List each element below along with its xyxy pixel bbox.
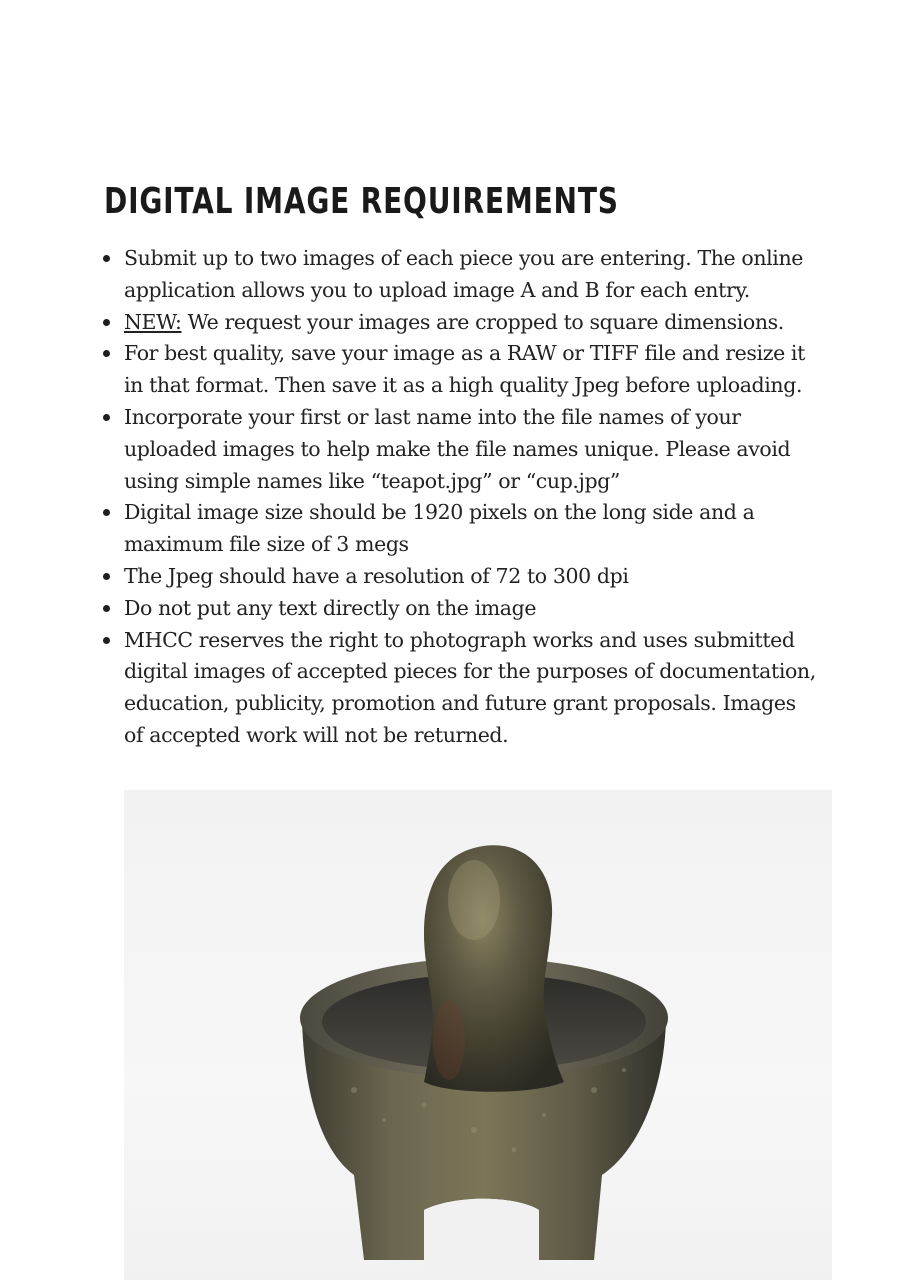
list-item-line: The Jpeg should have a resolution of 72 to 300 dpi — [124, 563, 629, 588]
bullet-icon — [103, 414, 110, 421]
list-item-text: We request your images are cropped to square dimensions. — [181, 309, 784, 334]
list-item-line: For best quality, save your image as a RAW or TIFF file and resize it — [124, 341, 805, 366]
list-item-line: of accepted work will not be returned. — [124, 722, 509, 747]
list-item — [102, 497, 842, 561]
list-item — [102, 402, 842, 497]
list-item — [102, 243, 842, 307]
bullet-icon — [103, 350, 110, 357]
requirements-list — [102, 243, 842, 752]
list-item-line: digital images of accepted pieces for the purposes of documentation, — [124, 659, 816, 684]
bullet-icon — [103, 605, 110, 612]
list-item — [102, 625, 842, 752]
list-item-line: MHCC reserves the right to photograph works and uses submitted — [124, 627, 795, 652]
list-item-line: Digital image size should be 1920 pixels on the long side and a — [124, 500, 755, 525]
bullet-icon — [103, 573, 110, 580]
list-item — [102, 593, 842, 625]
list-item-line: application allows you to upload image A and B for each entry. — [124, 277, 750, 302]
list-item-line: using simple names like “teapot.jpg” or “cup.jpg” — [124, 468, 621, 493]
ceramic-mortar-and-pestle-photo — [124, 790, 832, 1280]
bullet-icon — [103, 319, 110, 326]
list-item-line: Do not put any text directly on the image — [124, 595, 537, 620]
ceramic-mortar-and-pestle-icon — [124, 790, 832, 1280]
list-item-line: uploaded images to help make the file names unique. Please avoid — [124, 436, 791, 461]
list-item-line: Incorporate your first or last name into the file names of your — [124, 404, 741, 429]
list-item — [102, 561, 842, 593]
list-item — [102, 307, 842, 339]
new-label: NEW: — [124, 309, 182, 334]
list-item — [102, 338, 842, 402]
list-item-line: Submit up to two images of each piece you are entering. The online — [124, 246, 803, 270]
bullet-icon — [103, 255, 110, 262]
list-item-line: education, publicity, promotion and future grant proposals. Images — [124, 691, 796, 716]
bullet-icon — [103, 637, 110, 644]
list-item-line: maximum file size of 3 megs — [124, 532, 409, 557]
page-title: DIGITAL IMAGE REQUIREMENTS — [104, 181, 619, 222]
bullet-icon — [103, 509, 110, 516]
list-item-line — [124, 307, 842, 339]
list-item-line: in that format. Then save it as a high quality Jpeg before uploading. — [124, 373, 803, 398]
